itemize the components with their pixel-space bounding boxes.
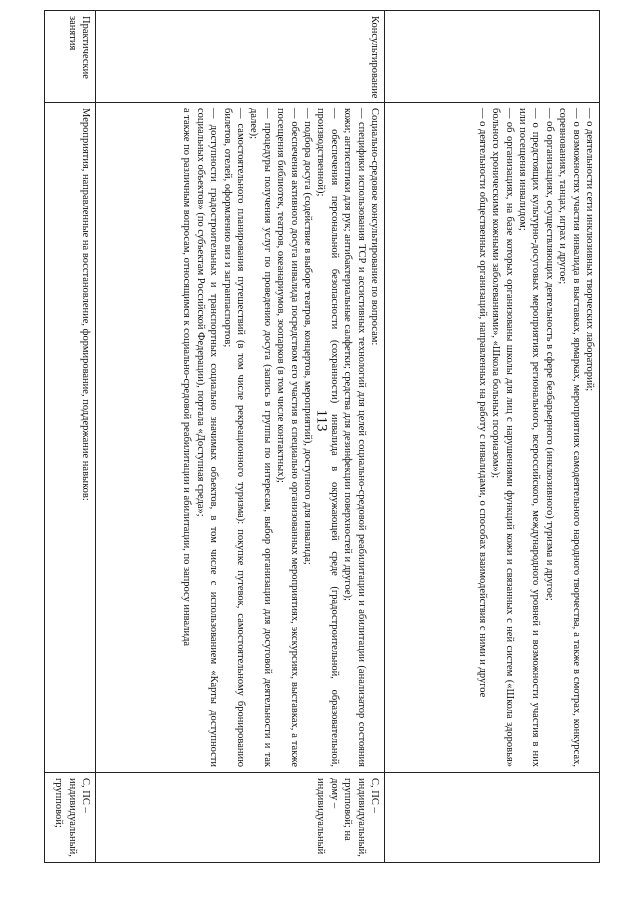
list-item: — обеспечения активного досуга инвалида посредством его участия в специально организованных мероприятиях, экскурсиях, выставках, а также посещения библиотек, театров, океанариумов, зоопарков (в том числе контактных); [275, 108, 300, 767]
content-cell [45, 103, 96, 773]
list-item: — специфики использования ТСР и ассистивных технологий для целей социально-средовой реабилитации и абилитации (анализатор состояния кожи; антисептики для рук; антибактериальные салфетки; средства для дезинфекции поверхностей и другое); [342, 108, 367, 767]
type-cell: Практические занятия [45, 11, 96, 103]
list-item: а также по различным вопросам, относящимся к социально-средовой реабилитации и абилитации, по запросу инвалида [181, 108, 193, 647]
list-item: — обеспечения персональной безопасности (сохранности) инвалида в окружающей среде (градостроительной, образовательной, производственной); [315, 108, 340, 767]
content-cell [96, 103, 385, 773]
table-row [96, 11, 385, 863]
page-number: 113 [313, 409, 330, 432]
table-row [45, 11, 96, 863]
list-item: — процедуры получения услуг по проведению досуга (запись в группы по интересам, выбор организации для досуговой деятельности и так далее); [248, 108, 273, 767]
table-row [385, 11, 600, 863]
format-cell: С, ПС – индивидуальный, групповой; на дому – индивидуальный [96, 773, 385, 863]
type-cell: Консультирование [96, 11, 385, 103]
list-item: — о деятельности общественных организаций, направленных на работу с инвалидами, о способах взаимодействия с ними и другое [476, 108, 488, 698]
document-sheet [30, 0, 610, 872]
list-item: — о деятельности сети инклюзивных творческих лабораторий; [584, 108, 595, 392]
type-cell [385, 11, 600, 103]
list-item: — о возможностях участия инвалида в выставках, ярмарках, мероприятиях самодеятельного народного творчества, а также в смотрах, конкурсах, соревнованиях, танцах, играх и другое; [557, 108, 582, 767]
list-item: — об организациях, на базе которых организованы школы для лиц с нарушениями функций кожи и связанных с ней систем («Школа здоровья» больного хроническими кожными заболеваниями», «Школа больных псориазом»); [490, 108, 515, 767]
list-item: — самостоятельного планирования путешествий (в том числе рекреационного туризма): покупке путевок, самостоятельному бронированию билетов, отелей, оформлению виз и загранпаспортов; [221, 108, 246, 767]
content-cell [385, 103, 600, 773]
list-item: — подбора досуга (содействие в выборе театров, концертов, мероприятий), доступного для инвалида; [301, 108, 313, 565]
list-item: — доступности градостроительных и транспортных социально значимых объектов, в том числе с использованием «Карты доступности социальных объектов» (по субъектам Российской Федерации), портала «Доступная среда»; [194, 108, 220, 767]
format-cell [385, 773, 600, 863]
section-title: Социально-средовое консультирование по вопросам: [369, 108, 380, 346]
list-item: — о предстоящих культурно-досуговых мероприятиях регионального, всероссийского, международного уровней и возможности участия в них или посещения инвалидом; [516, 108, 542, 767]
list-item: Мероприятия, направленные на восстановление, формирование, поддержание навыков: [80, 108, 91, 501]
list-item: — об организациях, осуществляющих деятельность в сфере безбарьерного (инклюзивного) туризма и другое; [543, 108, 555, 601]
rehabilitation-table [44, 10, 600, 863]
format-cell: С, ПС – индивидуальный, групповой; [45, 773, 96, 863]
